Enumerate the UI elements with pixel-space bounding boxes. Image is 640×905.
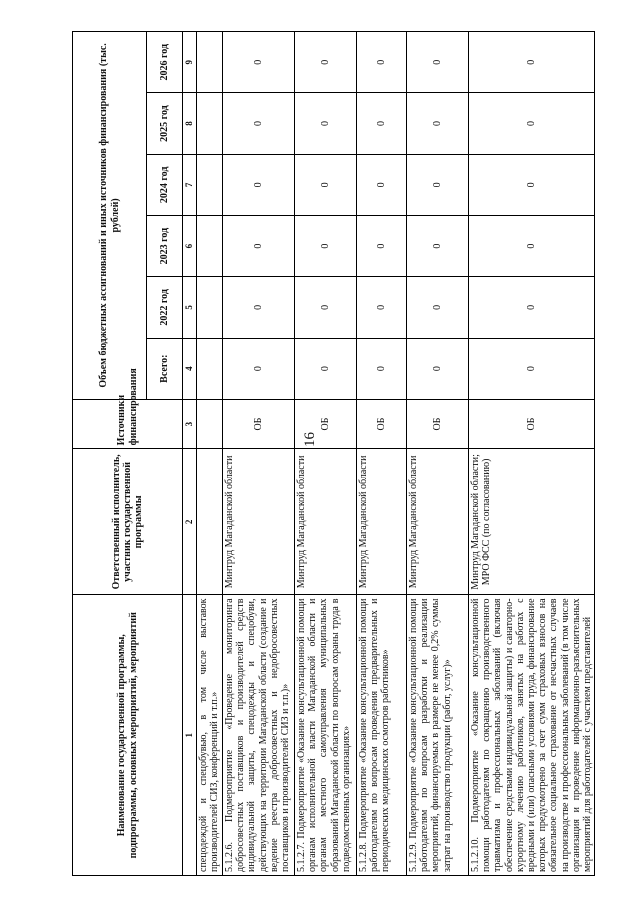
row-value-2024: 0 — [407, 154, 469, 215]
row-value-2025: 0 — [223, 93, 295, 154]
column-number: 2 — [183, 449, 197, 595]
table-row — [295, 32, 357, 876]
column-number: 1 — [183, 595, 197, 876]
row-value-2025: 0 — [295, 93, 357, 154]
row-source — [197, 399, 223, 449]
row-value-2026: 0 — [223, 32, 295, 93]
rotated-table-wrapper — [72, 31, 592, 876]
row-value-2026: 0 — [357, 32, 407, 93]
header-year-2026: 2026 год — [147, 32, 183, 93]
table-row — [357, 32, 407, 876]
row-value-2026 — [197, 32, 223, 93]
header-year-2023: 2023 год — [147, 215, 183, 276]
row-responsible: Минтруд Магаданской области — [357, 449, 407, 595]
row-total: 0 — [223, 338, 295, 399]
row-responsible: Минтруд Магаданской области; МРО ФСС (по согласованию) — [469, 449, 595, 595]
row-name: 5.1.2.6. Подмероприятие «Проведение мониторинга добросовестных поставщиков и производителей средств индивидуальной защиты, спецодежды и спецобуви, действующих на территории Магаданской области (создание и ведение реестра добросовестных и недобросовестных поставщиков и производителей СИЗ и т.п.)» — [223, 595, 295, 876]
row-value-2023: 0 — [469, 215, 595, 276]
row-total: 0 — [295, 338, 357, 399]
row-value-2023: 0 — [357, 215, 407, 276]
header-year-2022: 2022 год — [147, 277, 183, 338]
row-name: 5.1.2.8. Подмероприятие «Оказание консультационной помощи работодателям по вопросам проведения предварительных и периодических медицинских осмотров работников» — [357, 595, 407, 876]
row-responsible: Минтруд Магаданской области — [295, 449, 357, 595]
row-responsible: Минтруд Магаданской области — [223, 449, 295, 595]
row-total: 0 — [407, 338, 469, 399]
row-value-2024 — [197, 154, 223, 215]
header-source: Источники финансирования — [73, 399, 183, 449]
row-name: 5.1.2.7. Подмероприятие «Оказание консультационной помощи органам исполнительной власти Магаданской области и органам местного самоуправления муниципальных образований Магаданской области по вопросам охраны труда в подведомственных организациях» — [295, 595, 357, 876]
table-row — [469, 32, 595, 876]
row-total: 0 — [357, 338, 407, 399]
row-value-2026: 0 — [295, 32, 357, 93]
row-source: ОБ — [357, 399, 407, 449]
row-value-2022: 0 — [295, 277, 357, 338]
row-value-2022 — [197, 277, 223, 338]
column-number: 7 — [183, 154, 197, 215]
row-value-2024: 0 — [469, 154, 595, 215]
row-value-2024: 0 — [223, 154, 295, 215]
row-value-2025: 0 — [407, 93, 469, 154]
row-source: ОБ — [469, 399, 595, 449]
page-number: 16 — [302, 432, 318, 447]
table-row — [407, 32, 469, 876]
column-number: 8 — [183, 93, 197, 154]
row-source: ОБ — [223, 399, 295, 449]
header-year-2025: 2025 год — [147, 93, 183, 154]
table-row — [223, 32, 295, 876]
row-responsible — [197, 449, 223, 595]
header-year-2024: 2024 год — [147, 154, 183, 215]
row-value-2026: 0 — [469, 32, 595, 93]
program-funding-table — [72, 31, 595, 876]
column-number: 9 — [183, 32, 197, 93]
row-value-2026: 0 — [407, 32, 469, 93]
row-value-2025 — [197, 93, 223, 154]
row-total: 0 — [469, 338, 595, 399]
row-value-2022: 0 — [407, 277, 469, 338]
header-total: Всего: — [147, 338, 183, 399]
header-volume: Объем бюджетных ассигнований и иных источников финансирования (тыс. рублей) — [73, 32, 147, 400]
row-responsible: Минтруд Магаданской области — [407, 449, 469, 595]
column-number: 5 — [183, 277, 197, 338]
row-value-2023: 0 — [407, 215, 469, 276]
column-number: 6 — [183, 215, 197, 276]
row-value-2022: 0 — [223, 277, 295, 338]
row-value-2022: 0 — [469, 277, 595, 338]
row-source: ОБ — [295, 399, 357, 449]
column-number: 3 — [183, 399, 197, 449]
row-source: ОБ — [407, 399, 469, 449]
row-value-2025: 0 — [357, 93, 407, 154]
row-name: спецодеждой и спецобувью, в том числе выставок производителей СИЗ, конференций и т.п.» — [197, 595, 223, 876]
row-value-2024: 0 — [295, 154, 357, 215]
header-name: Наименование государственной программы, подпрограммы, основных мероприятий, мероприятий — [73, 595, 183, 876]
column-number: 4 — [183, 338, 197, 399]
row-value-2025: 0 — [469, 93, 595, 154]
row-total — [197, 338, 223, 399]
row-name: 5.1.2.10. Подмероприятие «Оказание консультационной помощи работодателям по сокращению производственного травматизма и профессиональных заболеваний (включая обеспечение средствами индивидуальной защиты) и санаторно-курортному лечению работников, занятых на работах с вредными и (или) опасными условиями труда, финансирование которых предусмотрено за счет сумм страховых взносов на обязательное социальное страхование от несчастных случаев на производстве и профессиональных заболеваний (в том числе организация и проведение информационно-разъяснительных мероприятий для работодателей с участием представителей — [469, 595, 595, 876]
row-value-2023 — [197, 215, 223, 276]
row-value-2023: 0 — [223, 215, 295, 276]
row-value-2024: 0 — [357, 154, 407, 215]
header-responsible: Ответственный исполнитель, участник государственной программы — [73, 449, 183, 595]
table-row — [197, 32, 223, 876]
row-name: 5.1.2.9. Подмероприятие «Оказание консультационной помощи работодателям по вопросам разработки и реализации мероприятий, финансируемых в размере не менее 0,2% суммы затрат на производство продукции (работ, услуг)» — [407, 595, 469, 876]
row-value-2023: 0 — [295, 215, 357, 276]
row-value-2022: 0 — [357, 277, 407, 338]
